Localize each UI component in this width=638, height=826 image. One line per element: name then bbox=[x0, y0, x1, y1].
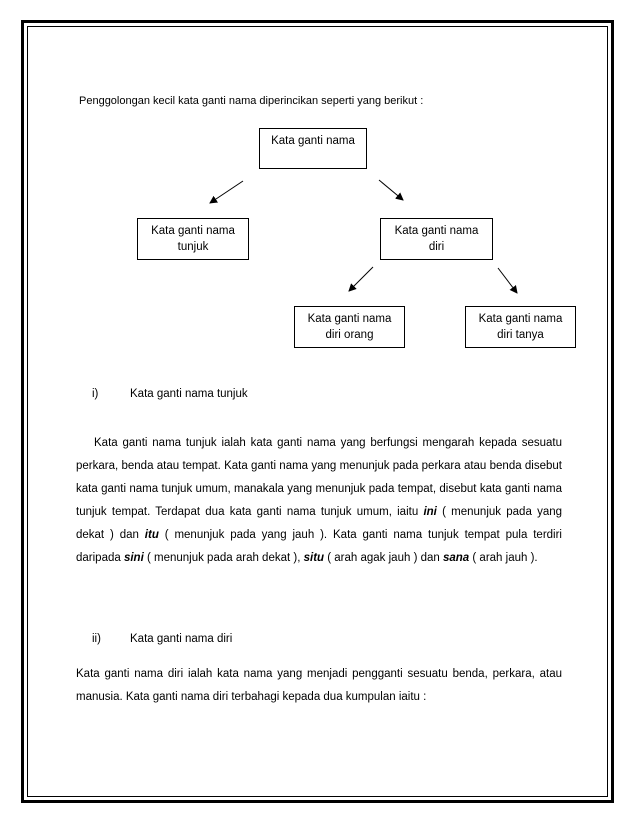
diagram-box-root bbox=[259, 128, 367, 169]
keyword-situ: situ bbox=[303, 552, 325, 564]
box-label: diri tanya bbox=[497, 329, 544, 341]
diagram-box-diri-tanya bbox=[465, 306, 576, 348]
section-number: ii) bbox=[92, 633, 101, 645]
paragraph-text: Kata ganti nama tunjuk ialah kata ganti nama yang berfungsi mengarah kepada sesuatu perkara, benda atau tempat. Kata ganti nama yang menunjuk pada perkara atau benda disebut kata ganti nama tunjuk umum, manakala yang menunjuk pada tempat, disebut kata ganti nama tunjuk tempat. Terdapat dua kata ganti nama tunjuk umum, iaitu bbox=[76, 437, 562, 518]
diagram-box-diri bbox=[380, 218, 493, 260]
box-label: tunjuk bbox=[177, 241, 209, 253]
intro-text: Penggolongan kecil kata ganti nama diperincikan seperti yang berikut : bbox=[79, 95, 424, 107]
keyword-itu: itu bbox=[144, 529, 159, 541]
paragraph-text: ( arah agak jauh ) dan bbox=[324, 552, 443, 564]
paragraph-tunjuk bbox=[76, 432, 562, 570]
paragraph-text: ( arah jauh ). bbox=[469, 552, 538, 564]
section-title: Kata ganti nama diri bbox=[130, 633, 233, 645]
paragraph-text: ( menunjuk pada yang jauh ). Kata ganti nama tunjuk tempat pula terdiri daripada bbox=[76, 529, 562, 564]
section-heading-tunjuk bbox=[92, 388, 392, 404]
diagram-box-tunjuk bbox=[137, 218, 249, 260]
section-title: Kata ganti nama tunjuk bbox=[130, 388, 248, 400]
paragraph-diri: Kata ganti nama diri ialah kata nama yang menjadi pengganti sesuatu benda, perkara, atau manusia. Kata ganti nama diri terbahagi kepada dua kumpulan iaitu : bbox=[76, 668, 562, 703]
paragraph-text: ( menunjuk pada arah dekat ), bbox=[143, 552, 304, 564]
box-label: Kata ganti nama bbox=[394, 225, 479, 237]
diagram-box-diri-orang bbox=[294, 306, 405, 348]
box-label: Kata ganti nama bbox=[478, 313, 563, 325]
section-heading-diri bbox=[92, 633, 392, 649]
box-label: diri orang bbox=[325, 329, 374, 341]
section-number: i) bbox=[92, 388, 99, 400]
keyword-ini: ini bbox=[423, 506, 437, 518]
keyword-sana: sana bbox=[442, 552, 470, 564]
box-label: Kata ganti nama bbox=[151, 225, 235, 237]
box-label: Kata ganti nama bbox=[307, 313, 392, 325]
box-label: Kata ganti nama bbox=[271, 135, 355, 147]
paragraph-text: ( menunjuk pada yang dekat ) dan bbox=[76, 506, 563, 541]
box-label: diri bbox=[428, 241, 445, 253]
keyword-sini: sini bbox=[123, 552, 144, 564]
